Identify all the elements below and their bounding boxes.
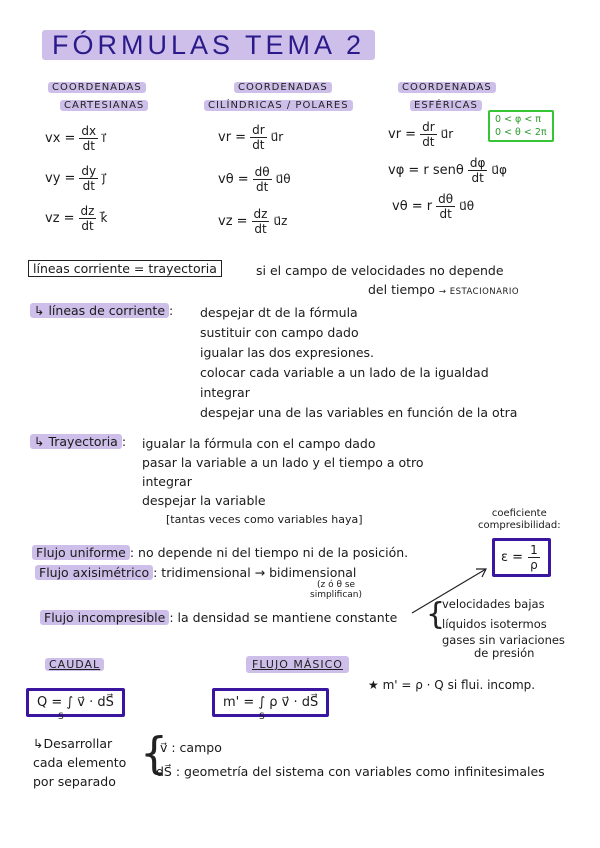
condition-line-2: del tiempo → ESTACIONARIO bbox=[368, 282, 520, 297]
cilindricas-header-1: COORDENADAS bbox=[234, 82, 332, 93]
step: pasar la variable a un lado y el tiempo a otro bbox=[142, 455, 424, 470]
formula-vr: vr = $\frac{dr}{dt}$ u⃗r bbox=[388, 119, 454, 149]
step: integrar bbox=[200, 385, 250, 400]
step: igualar la fórmula con el campo dado bbox=[142, 436, 376, 451]
formula-vz: vz = $\frac{dz}{dt}$ k⃗ bbox=[45, 203, 108, 233]
cartesianas-header-2: CARTESIANAS bbox=[60, 100, 148, 111]
step: despejar una de las variables en función de la otra bbox=[200, 405, 518, 420]
brace: { bbox=[426, 597, 446, 632]
step: despejar la variable bbox=[142, 493, 266, 508]
angle-ranges-box: 0 < φ < π 0 < θ < 2π bbox=[488, 110, 554, 142]
flujo-uniforme: Flujo uniforme : no depende ni del tiempo ni de la posición. bbox=[32, 545, 408, 560]
masico-subscript: S bbox=[259, 712, 265, 722]
masico-formula-box: m' = ∫ ρ v⃗ · dS⃗ bbox=[212, 688, 329, 717]
page-title: FÓRMULAS TEMA 2 bbox=[42, 30, 375, 61]
cartesianas-header-1: COORDENADAS bbox=[48, 82, 146, 93]
step: igualar las dos expresiones. bbox=[200, 345, 375, 360]
condition-line-1: si el campo de velocidades no depende bbox=[256, 263, 504, 278]
esfericas-header-2: ESFÉRICAS bbox=[410, 100, 482, 111]
brace: { bbox=[140, 728, 168, 779]
desarrollar-text: ↳Desarrollar cada elemento por separado bbox=[33, 736, 127, 789]
cartesianas-formulas bbox=[45, 118, 107, 238]
lineas-trayectoria-box: líneas corriente = trayectoria bbox=[28, 261, 222, 276]
trayectoria-steps bbox=[142, 434, 424, 529]
caudal-label: CAUDAL bbox=[45, 658, 104, 671]
lineas-corriente-steps bbox=[200, 303, 517, 423]
masico-note: ★ m' = ρ · Q si flui. incomp. bbox=[368, 678, 536, 692]
formula-vz: vz = $\frac{dz}{dt}$ u⃗z bbox=[218, 206, 288, 236]
formula-vtheta: vθ = $\frac{d\theta}{dt}$ u⃗θ bbox=[218, 164, 291, 194]
cilindricas-header-2: CILÍNDRICAS / POLARES bbox=[204, 100, 353, 111]
step: integrar bbox=[142, 474, 192, 489]
cilindricas-formulas bbox=[218, 116, 291, 242]
formula-vr: vr = $\frac{dr}{dt}$ u⃗r bbox=[218, 122, 284, 152]
step: sustituir con campo dado bbox=[200, 325, 359, 340]
flujo-axisimetrico: Flujo axisimétrico : tridimensional → bidimensional bbox=[35, 565, 356, 580]
formula-vtheta: vθ = r $\frac{d\theta}{dt}$ u⃗θ bbox=[392, 191, 475, 221]
note: [tantas veces como variables haya] bbox=[166, 513, 363, 526]
formula-vy: vy = $\frac{dy}{dt}$ j⃗ bbox=[45, 163, 106, 193]
axi-note: (z ó θ se simplifican) bbox=[310, 580, 363, 600]
incomp-cases: velocidades bajas líquidos isotermos gases sin variaciones de presión bbox=[442, 597, 565, 660]
step: colocar cada variable a un lado de la igualdad bbox=[200, 365, 489, 380]
v-definition: v⃗ : campo bbox=[160, 740, 222, 755]
formula-vx: vx = $\frac{dx}{dt}$ i⃗ bbox=[45, 123, 106, 153]
trayectoria-label: ↳ Trayectoria : bbox=[30, 434, 126, 449]
caudal-subscript: S bbox=[58, 712, 64, 722]
formula-vphi: vφ = r senθ $\frac{d\varphi}{dt}$ u⃗φ bbox=[388, 155, 507, 185]
flujo-incompresible: Flujo incompresible : la densidad se mantiene constante bbox=[40, 610, 397, 625]
step: despejar dt de la fórmula bbox=[200, 305, 358, 320]
flujo-masico-label: FLUJO MÁSICO bbox=[246, 658, 349, 671]
esfericas-header-1: COORDENADAS bbox=[398, 82, 496, 93]
lineas-corriente-label: ↳ líneas de corriente : bbox=[30, 303, 173, 318]
caudal-formula-box: Q = ∫ v⃗ · dS⃗ bbox=[26, 688, 125, 717]
coef-formula-box: ε = $\frac{1}{\rho}$ bbox=[492, 538, 551, 577]
coef-label: coeficiente compresibilidad: bbox=[478, 508, 561, 531]
ds-definition: dS⃗ : geometría del sistema con variables como infinitesimales bbox=[156, 764, 545, 779]
